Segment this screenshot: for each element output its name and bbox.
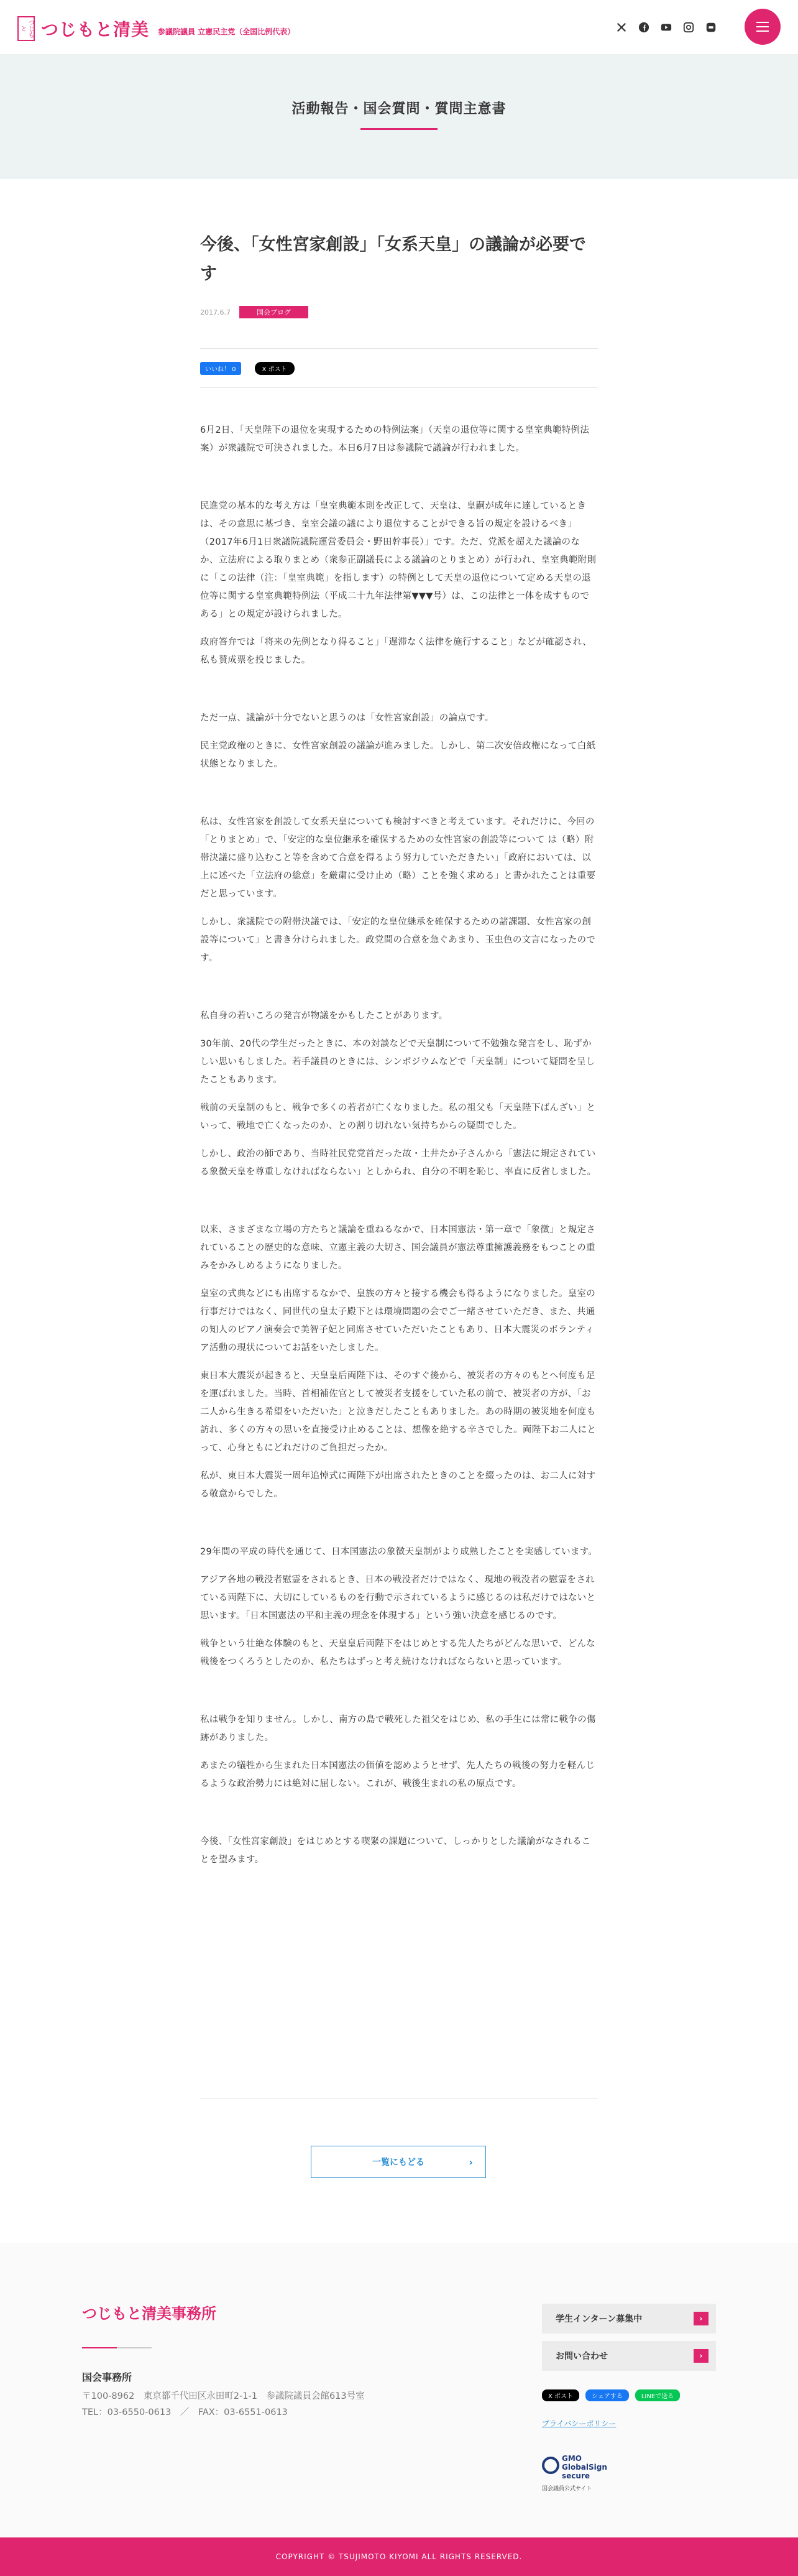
site-logo[interactable]	[17, 16, 295, 41]
privacy-policy-link[interactable]: プライバシーポリシー	[542, 2419, 617, 2428]
paragraph-gap	[200, 680, 598, 709]
contact-button[interactable]	[542, 2341, 716, 2371]
logo-name: つじもと清美	[41, 19, 150, 40]
office-title: 国会事務所	[82, 2371, 132, 2383]
article-paragraph: 30年前、20代の学生だったときに、本の対談などで天皇制について不勉強な発言をし、恥ずかしい思いもしました。若手議員のときには、シンポジウムなどで「天皇制」について疑問を呈したこともあります。	[200, 1039, 595, 1085]
article-paragraph: 6月2日、「天皇陛下の退位を実現するための特例法案」（天皇の退位等に関する皇室典範特例法案）が衆議院で可決されました。本日6月7日は参議院で議論が行われました。	[200, 425, 590, 453]
article-paragraph: しかし、政治の師であり、当時社民党党首だった故・土井たか子さんから「憲法に規定されている象徴天皇を尊重しなければならない」としかられ、自分の不明を恥じ、率直に反省しました。	[200, 1149, 597, 1177]
youtube-icon[interactable]	[660, 21, 672, 34]
x-post-button[interactable]: X ポスト	[255, 362, 295, 375]
article-paragraph: 戦争という壮絶な体験のもと、天皇皇后両陛下をはじめとする先人たちがどんな思いで、どんな戦後をつくろうとしたのか、私たちはずっと考え続けなければならないと思っています。	[200, 1639, 596, 1667]
footer-divider	[82, 2347, 117, 2348]
article-paragraph: 私は戦争を知りません。しかし、南方の島で戦死した祖父をはじめ、私の手生には常に戦争の傷跡がありました。	[200, 1715, 596, 1743]
back-to-list-button[interactable]	[311, 2146, 486, 2178]
article-paragraph: 民進党の基本的な考え方は「皇室典範本則を改正して、天皇は、皇嗣が成年に達しているときは、その意思に基づき、皇室会議の議により退位することができる旨の規定を設けるべき」（2017年6月1日衆議院議院運営委員会・野田幹事長）」です。ただ、党派を超えた議論のなか、立法府による取りまとめ（衆参正副議長による議論のとりまとめ）が行われ、皇室典範附則に「この法律（注：「皇室典範」を指します）の特例として天皇の退位について定める天皇の退位等に関する皇室典範特例法（平成二十九年法律第▼▼▼号）は、この法律と一体を成すものである」との規定が設けられました。	[200, 501, 597, 619]
article-paragraph: 29年間の平成の時代を通じて、日本国憲法の象徴天皇制がより成熟したことを実感しています。	[200, 1547, 598, 1557]
paragraph-gap	[200, 1803, 598, 1833]
globalsign-seal[interactable]	[542, 2454, 629, 2493]
logo-mark: つじもと	[17, 16, 35, 41]
article-paragraph: 以来、さまざまな立場の方たちと議論を重ねるなかで、日本国憲法・第一章で「象徴」と規定されていることの歴史的な意味、立憲主義の大切さ、国会議員が憲法尊重擁護義務をもつことの重みをかみしめるようになりました。	[200, 1225, 596, 1271]
paragraph-gap	[200, 1681, 598, 1711]
paragraph-gap	[200, 1191, 598, 1221]
paragraph-gap	[200, 783, 598, 813]
article-title: 今後、「女性宮家創設」「女系天皇」の議論が必要です	[200, 235, 586, 284]
site-header	[0, 0, 798, 55]
article-paragraph: 民主党政権のときに、女性宮家創設の議論が進みました。しかし、第二次安倍政権になって白紙状態となりました。	[200, 741, 596, 769]
paragraph-gap	[200, 1513, 598, 1543]
footer-divider-gray	[117, 2347, 152, 2348]
article-paragraph: 今後、「女性宮家創設」をはじめとする喫緊の課題について、しっかりとした議論がなされることを望みます。	[200, 1837, 591, 1865]
contact-label: お問い合わせ	[556, 2352, 608, 2361]
facebook-icon[interactable]	[638, 21, 650, 34]
article-date: 2017.6.7	[200, 308, 231, 316]
divider	[200, 2098, 598, 2099]
logo-tagline: 参議院議員 立憲民主党（全国比例代表）	[158, 27, 295, 36]
x-twitter-icon[interactable]	[615, 21, 628, 34]
article-paragraph: 皇室の式典などにも出席するなかで、皇族の方々と接する機会も得るようになりました。皇室の行事だけではなく、同世代の皇太子殿下とは環境問題の会でご一緒させていただき、また、共通の知人のピアノ演奏会で美智子妃と同席させていただいたこともあり、日本大震災のボランティア活動の現状についてお話をいたしました。	[200, 1289, 596, 1353]
paragraph-gap	[200, 468, 598, 497]
hamburger-icon	[756, 22, 769, 23]
article-paragraph: アジア各地の戦没者慰霊をされるとき、日本の戦没者だけではなく、現地の戦没者の慰霊をされている両陛下に、大切にしているものを行動で示されているように感じるのは私だけではないと思います。「日本国憲法の平和主義の理念を体現する」という強い決意を感じるのです。	[200, 1575, 596, 1621]
office-name: つじもと清美事務所	[82, 2305, 216, 2322]
article	[200, 230, 598, 1879]
globalsign-text: GMO GlobalSign secure	[562, 2454, 607, 2480]
arrow-right-icon: ›	[694, 2349, 709, 2363]
article-paragraph: 戦前の天皇制のもと、戦争で多くの若者が亡くなりました。私の祖父も「天皇陛下ばんざい」といって、戦地で亡くなったのか、との割り切れない気持ちからの疑問でした。	[200, 1103, 596, 1131]
hamburger-icon	[756, 30, 769, 32]
article-paragraph: あまたの犠牲から生まれた日本国憲法の価値を認めようとせず、先人たちの戦後の努力を軽んじるような政治勢力には絶対に屈しない。これが、戦後生まれの私の原点です。	[200, 1761, 595, 1789]
globalsign-icon	[542, 2457, 559, 2474]
page-title: 活動報告・国会質問・質問主意書	[291, 101, 507, 117]
social-links	[615, 21, 717, 34]
article-paragraph: しかし、衆議院での附帯決議では、「安定的な皇位継承を確保するための諸課題、女性宮家の創設等について」と書き分けられました。政党間の合意を急ぐあまり、玉虫色の文言になったのです。	[200, 917, 596, 963]
article-paragraph: ただ一点、議論が十分でないと思うのは「女性宮家創設」の論点です。	[200, 713, 494, 723]
page-band	[0, 55, 798, 179]
office-address: 〒100-8962 東京都千代田区永田町2-1-1 参議院議員会館613号室	[82, 2391, 365, 2401]
category-badge[interactable]: 国会ブログ	[239, 306, 308, 318]
menu-button[interactable]	[745, 9, 781, 45]
back-label: 一覧にもどる	[372, 2158, 424, 2167]
title-underline	[360, 128, 438, 130]
footer-facebook-share-button[interactable]: シェアする	[585, 2389, 629, 2401]
article-meta	[200, 306, 598, 318]
intern-label: 学生インターン募集中	[556, 2314, 643, 2324]
article-paragraph: 私自身の若いころの発言が物議をかもしたことがあります。	[200, 1011, 448, 1021]
office-address-block	[82, 2388, 365, 2421]
footer-share-row	[542, 2389, 680, 2401]
footer-x-post-button[interactable]: X ポスト	[542, 2389, 579, 2401]
paragraph-gap	[200, 977, 598, 1007]
article-paragraph: 政府答弁では「将来の先例となり得ること」「遅滞なく法律を施行すること」などが確認され、私も賛成票を投じました。	[200, 637, 592, 665]
share-row	[200, 348, 598, 388]
office-phone: TEL：03-6550-0613 ／ FAX：03-6551-0613	[82, 2407, 288, 2417]
footer-line-share-button[interactable]: LINEで送る	[635, 2389, 680, 2401]
instagram-icon[interactable]	[682, 21, 695, 34]
copyright: COPYRIGHT © TSUJIMOTO KIYOMI ALL RIGHTS RESERVED.	[0, 2537, 798, 2576]
article-paragraph: 東日本大震災が起きると、天皇皇后両陛下は、そのすぐ後から、被災者の方々のもとへ何度も足を運ばれました。当時、首相補佐官として被災者支援をしていた私の前で、被災者の方が、「お二人から生きる希望をいただいた」と泣きだしたこともありました。あの時期の被災地を何度も訪れ、多くの方々の思いを直接受け止めることは、想像を絶する辛さでした。両陛下お二人にとって、心身ともにどれだけのご負担だったか。	[200, 1371, 597, 1453]
site-footer	[0, 2243, 798, 2576]
line-icon[interactable]	[705, 21, 717, 34]
globalsign-sub: 国会議員公式サイト	[542, 2486, 592, 2492]
hamburger-icon	[756, 26, 769, 27]
article-paragraph: 私は、女性宮家を創設して女系天皇についても検討すべきと考えています。それだけに、今回の「とりまとめ」で、「安定的な皇位継承を確保するための女性宮家の創設等について は（略）附帯決議に盛り込むこと等を含めて合意を得るよう努力していただきたい」「政府においては、以上に述べた「立法府の総意」を厳粛に受け止め（略）ことを強く求める」と書かれたことは重要だと思っています。	[200, 817, 596, 899]
intern-button[interactable]	[542, 2304, 716, 2334]
article-body	[200, 422, 598, 1869]
article-paragraph: 私が、東日本大震災一周年追悼式に両陛下が出席されたときのことを綴ったのは、お二人に対する敬意からでした。	[200, 1471, 596, 1499]
chevron-right-icon: ›	[469, 2156, 473, 2168]
facebook-like-button[interactable]: いいね！ 0	[200, 362, 241, 375]
arrow-right-icon: ›	[694, 2312, 709, 2325]
